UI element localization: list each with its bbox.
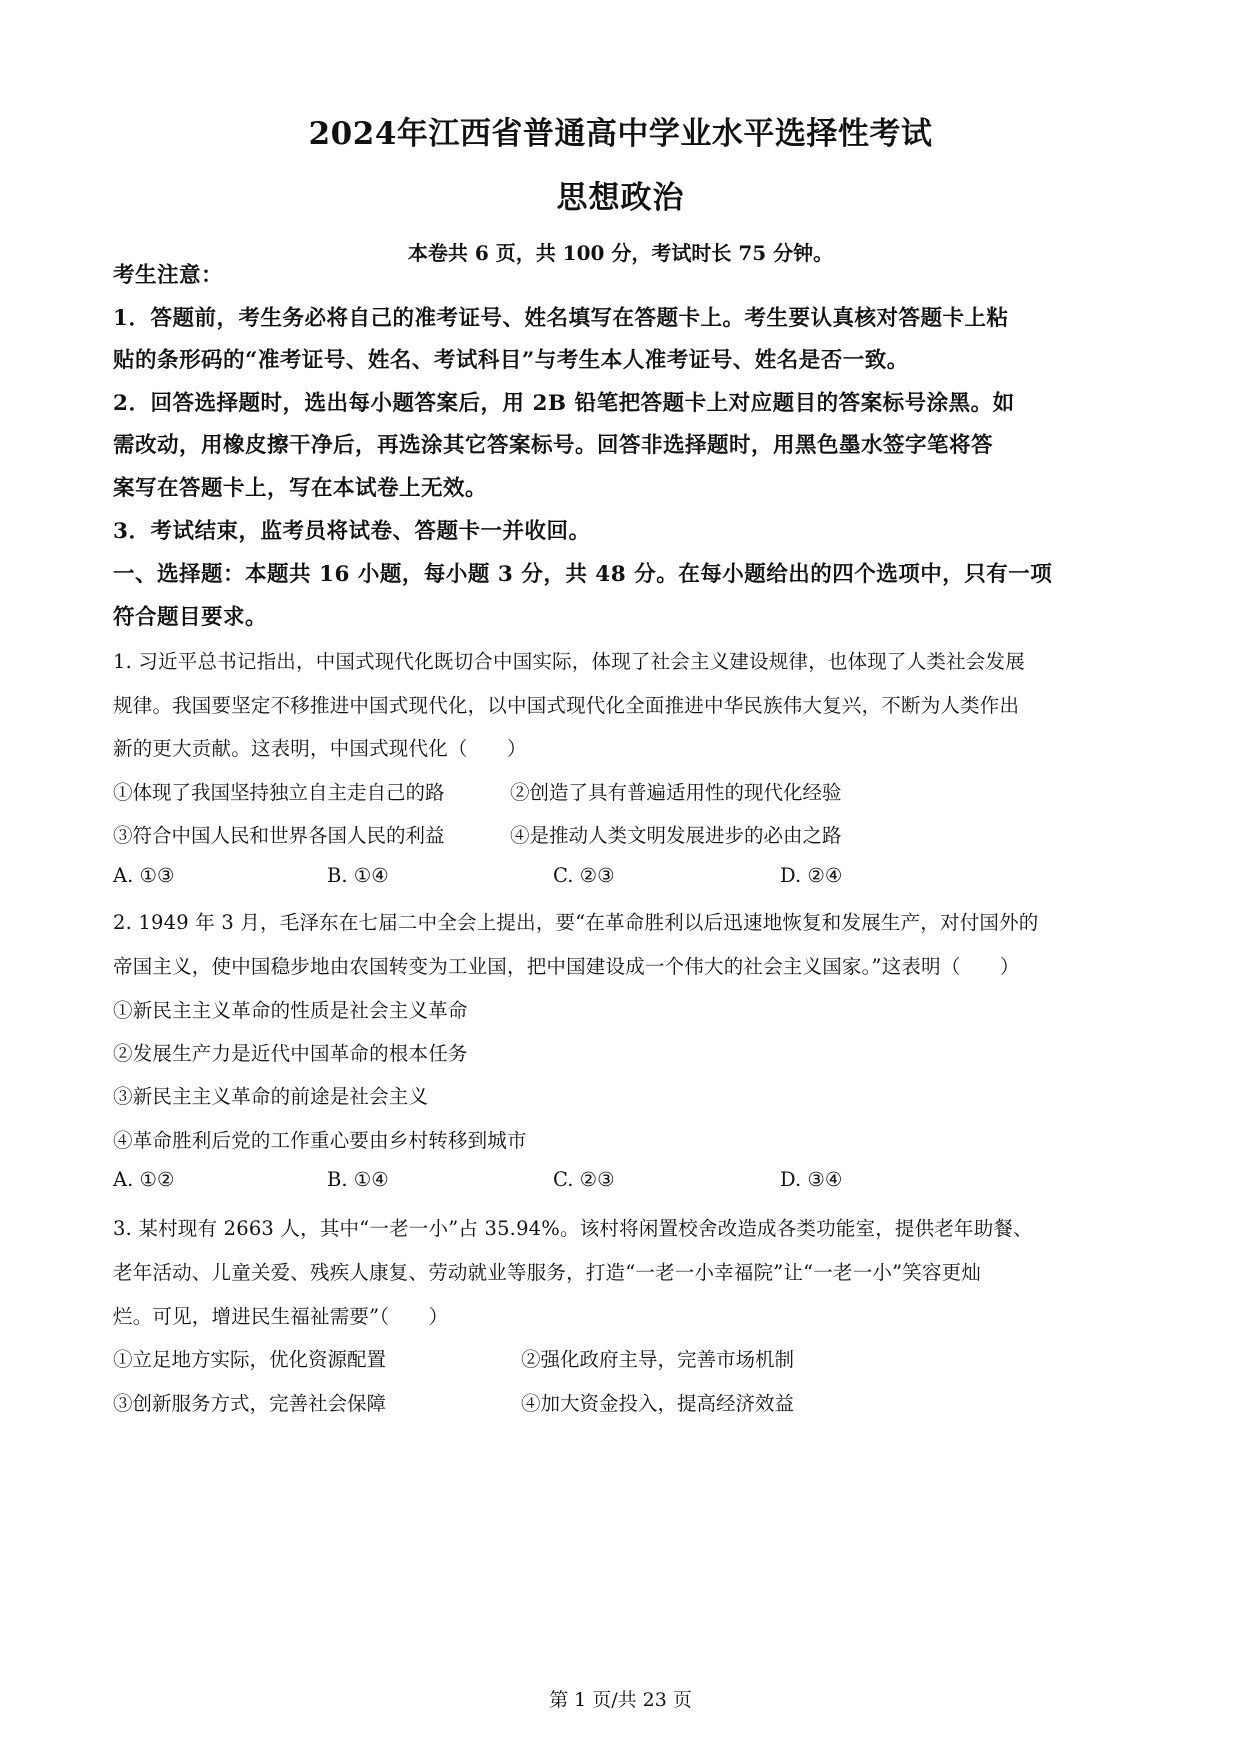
q3-statement: ③创新服务方式，完善社会保障 <box>113 1392 387 1415</box>
q3-statements-row <box>113 1344 1133 1372</box>
q3-stem-line: 烂。可见，增进民生福祉需要”（ ） <box>113 1305 449 1328</box>
q3-stem-line: 3. 某村现有 2663 人，其中“一老一小”占 35.94%。该村将闲置校舍改造成各类功能室，提供老年助餐、 <box>113 1217 1033 1240</box>
subject-title: 思想政治 <box>556 180 685 216</box>
q3-statement: ①立足地方实际，优化资源配置 <box>113 1348 387 1371</box>
q1-statement: ③符合中国人民和世界各国人民的利益 <box>113 824 445 847</box>
q2-choice-d: D. ③④ <box>780 1168 843 1191</box>
q1-stem-line: 1. 习近平总书记指出，中国式现代化既切合中国实际，体现了社会主义建设规律，也体现了人类社会发展 <box>113 650 1025 673</box>
q1-statements-row <box>113 777 1133 805</box>
notice-line: 3．考试结束，监考员将试卷、答题卡一并收回。 <box>113 519 591 544</box>
q2-statement: ②发展生产力是近代中国革命的根本任务 <box>113 1042 468 1065</box>
q1-stem-line: 新的更大贡献。这表明，中国式现代化（ ） <box>113 737 527 760</box>
q2-statement: ①新民主主义革命的性质是社会主义革命 <box>113 999 468 1022</box>
exam-info: 本卷共 6 页，共 100 分，考试时长 75 分钟。 <box>407 241 834 265</box>
q2-choices-row <box>113 1168 1133 1196</box>
exam-title: 2024年江西省普通高中学业水平选择性考试 <box>308 116 933 152</box>
q1-statement: ④是推动人类文明发展进步的必由之路 <box>510 824 842 847</box>
q1-choices-row <box>113 864 1133 892</box>
q2-statement: ④革命胜利后党的工作重心要由乡村转移到城市 <box>113 1129 527 1152</box>
notice-line: 需改动，用橡皮擦干净后，再选涂其它答案标号。回答非选择题时，用黑色墨水签字笔将答 <box>113 433 994 458</box>
q2-statement: ③新民主主义革命的前途是社会主义 <box>113 1085 429 1108</box>
q1-choice-d: D. ②④ <box>780 864 843 887</box>
q3-statement: ④加大资金投入，提高经济效益 <box>521 1392 795 1415</box>
section-heading: 符合题目要求。 <box>113 605 268 630</box>
q2-choice-a: A. ①② <box>113 1168 175 1191</box>
q2-choice-b: B. ①④ <box>327 1168 389 1191</box>
q1-statement: ①体现了我国坚持独立自主走自己的路 <box>113 781 445 804</box>
q1-choice-c: C. ②③ <box>553 864 615 887</box>
q1-statement: ②创造了具有普遍适用性的现代化经验 <box>510 781 842 804</box>
notice-line: 1．答题前，考生务必将自己的准考证号、姓名填写在答题卡上。考生要认真核对答题卡上粘 <box>113 306 1009 331</box>
q1-choice-a: A. ①③ <box>113 864 175 887</box>
notice-line: 2．回答选择题时，选出每小题答案后，用 2B 铅笔把答题卡上对应题目的答案标号涂黑。如 <box>113 391 1015 416</box>
notice-heading: 考生注意： <box>113 263 224 288</box>
q3-stem-line: 老年活动、儿童关爱、残疾人康复、劳动就业等服务，打造“一老一小幸福院”让“一老一小”笑容更灿 <box>113 1261 982 1284</box>
q3-statements-row <box>113 1388 1133 1416</box>
section-heading: 一、选择题：本题共 16 小题，每小题 3 分，共 48 分。在每小题给出的四个选项中，只有一项 <box>113 562 1053 587</box>
q2-choice-c: C. ②③ <box>553 1168 615 1191</box>
notice-line: 案写在答题卡上，写在本试卷上无效。 <box>113 476 488 501</box>
q1-statements-row <box>113 820 1133 848</box>
q1-stem-line: 规律。我国要坚定不移推进中国式现代化，以中国式现代化全面推进中华民族伟大复兴，不断为人类作出 <box>113 694 1020 717</box>
q3-statement: ②强化政府主导，完善市场机制 <box>521 1348 795 1371</box>
q2-stem-line: 帝国主义，使中国稳步地由农国转变为工业国，把中国建设成一个伟大的社会主义国家。”这表明（ ） <box>113 955 1020 978</box>
page-number: 第 1 页/共 23 页 <box>549 1689 692 1711</box>
q1-choice-b: B. ①④ <box>327 864 389 887</box>
notice-line: 贴的条形码的“准考证号、姓名、考试科目”与考生本人准考证号、姓名是否一致。 <box>113 348 909 373</box>
q2-stem-line: 2. 1949 年 3 月，毛泽东在七届二中全会上提出，要“在革命胜利以后迅速地恢复和发展生产，对付国外的 <box>113 911 1039 934</box>
